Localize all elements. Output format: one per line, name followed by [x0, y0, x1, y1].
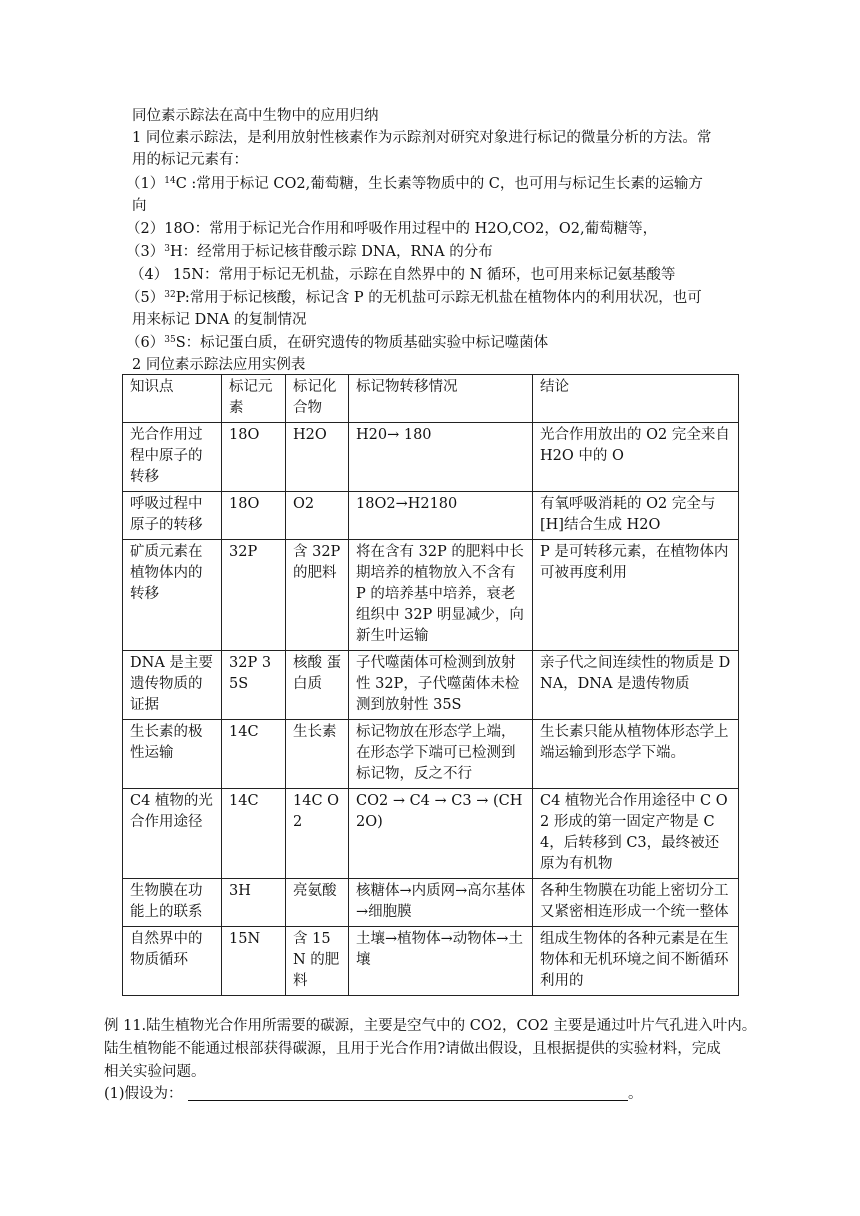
header-label-element: 标记元素 [222, 375, 286, 423]
cell-knowledge-point: 呼吸过程中原子的转移 [123, 492, 222, 540]
question-1-end: 。 [628, 1086, 643, 1102]
isotope-applications-table [122, 374, 739, 996]
header-label-compound: 标记化合物 [286, 375, 349, 423]
header-knowledge-point: 知识点 [123, 375, 222, 423]
table-row [123, 423, 739, 492]
table-header-row [123, 375, 739, 423]
item-c14-continued: 向 [132, 198, 147, 214]
cell-label-element: 18O [222, 492, 286, 540]
cell-label-element: 32P [222, 540, 286, 651]
item-p32 [126, 288, 702, 308]
item-number: （3） [126, 244, 165, 260]
cell-label-element: 3H [222, 879, 286, 927]
cell-label-element: 32P 35S [222, 651, 286, 720]
cell-label-element: 14C [222, 789, 286, 879]
table-row [123, 789, 739, 879]
cell-label-compound: 含 15N 的肥料 [286, 927, 349, 996]
cell-transfer: 标记物放在形态学上端，在形态学下端可已检测到标记物，反之不行 [349, 720, 533, 789]
cell-knowledge-point: 自然界中的物质循环 [123, 927, 222, 996]
item-c14 [126, 174, 703, 194]
item-n15: （4） 15N：常用于标记无机盐，示踪在自然界中的 N 循环，也可用来标记氨基酸等 [130, 267, 676, 283]
cell-transfer: 18O2→H2180 [349, 492, 533, 540]
item-h3 [126, 242, 493, 262]
cell-transfer: 核糖体→内质网→高尔基体→细胞膜 [349, 879, 533, 927]
cell-knowledge-point: 矿质元素在植物体内的转移 [123, 540, 222, 651]
cell-conclusion: P 是可转移元素，在植物体内可被再度利用 [533, 540, 739, 651]
table-row [123, 879, 739, 927]
cell-label-element: 14C [222, 720, 286, 789]
cell-transfer: 将在含有 32P 的肥料中长期培养的植物放入不含有 P 的培养基中培养，衰老组织中 32P 明显减少，向新生叶运输 [349, 540, 533, 651]
cell-label-compound: 亮氨酸 [286, 879, 349, 927]
cell-conclusion: 生长素只能从植物体形态学上端运输到形态学下端。 [533, 720, 739, 789]
cell-knowledge-point: 生物膜在功能上的联系 [123, 879, 222, 927]
table-row [123, 927, 739, 996]
example-line-3: 相关实验问题。 [104, 1064, 206, 1080]
cell-transfer: 土壤→植物体→动物体→土壤 [349, 927, 533, 996]
document-title: 同位素示踪法在高中生物中的应用归纳 [132, 108, 379, 124]
header-conclusion: 结论 [533, 375, 739, 423]
cell-label-compound: H2O [286, 423, 349, 492]
example-line-1: 例 11.陆生植物光合作用所需要的碳源，主要是空气中的 CO2，CO2 主要是通过叶片气孔进入叶内。 [104, 1018, 757, 1034]
item-s35 [126, 333, 548, 353]
cell-conclusion: C4 植物光合作用途径中 C O2 形成的第一固定产物是 C4，后转移到 C3，最终被还原为有机物 [533, 789, 739, 879]
table-row [123, 492, 739, 540]
table-row [123, 540, 739, 651]
cell-label-element: 18O [222, 423, 286, 492]
cell-transfer: H20→ 180 [349, 423, 533, 492]
cell-conclusion: 光合作用放出的 O2 完全来自 H2O 中的 O [533, 423, 739, 492]
item-number: （6） [126, 335, 165, 351]
cell-transfer: CO2 → C4 → C3 → (CH2O) [349, 789, 533, 879]
item-text: C :常用于标记 CO2,葡萄糖，生长素等物质中的 C，也可用与标记生长素的运输方 [175, 176, 703, 192]
cell-conclusion: 亲子代之间连续性的物质是 DNA，DNA 是遗传物质 [533, 651, 739, 720]
isotope-mass: 14 [164, 176, 176, 186]
isotope-mass: 35 [164, 335, 176, 345]
table-row [123, 651, 739, 720]
cell-conclusion: 组成生物体的各种元素是在生物体和无机环境之间不断循环利用的 [533, 927, 739, 996]
isotope-mass: 32 [164, 290, 176, 300]
cell-knowledge-point: DNA 是主要遗传物质的证据 [123, 651, 222, 720]
cell-label-compound: 含 32P 的肥料 [286, 540, 349, 651]
item-text: H：经常用于标记核苷酸示踪 DNA，RNA 的分布 [169, 244, 493, 260]
item-number: （5） [126, 290, 165, 306]
intro-line-2: 用的标记元素有： [132, 152, 248, 168]
cell-conclusion: 有氧呼吸消耗的 O2 完全与[H]结合生成 H2O [533, 492, 739, 540]
cell-label-compound: 生长素 [286, 720, 349, 789]
cell-label-compound: 核酸 蛋白质 [286, 651, 349, 720]
intro-line-1: 1 同位素示踪法，是利用放射性核素作为示踪剂对研究对象进行标记的微量分析的方法。常 [132, 130, 712, 146]
item-text: S：标记蛋白质，在研究遗传的物质基础实验中标记噬菌体 [175, 335, 549, 351]
table-row [123, 720, 739, 789]
example-line-2: 陆生植物能不能通过根部获得碳源，且用于光合作用?请做出假设，且根据提供的实验材料，完成 [104, 1041, 721, 1057]
item-number: （1） [126, 176, 165, 192]
item-p32-continued: 用来标记 DNA 的复制情况 [132, 312, 307, 328]
item-text: P:常用于标记核酸，标记含 P 的无机盐可示踪无机盐在植物体内的利用状况，也可 [175, 290, 702, 306]
cell-transfer: 子代噬菌体可检测到放射性 32P，子代噬菌体未检测到放射性 35S [349, 651, 533, 720]
answer-blank[interactable] [188, 1100, 628, 1101]
cell-conclusion: 各种生物膜在功能上密切分工又紧密相连形成一个统一整体 [533, 879, 739, 927]
isotope-mass: 3 [164, 244, 170, 254]
cell-label-compound: 14C O2 [286, 789, 349, 879]
header-transfer: 标记物转移情况 [349, 375, 533, 423]
question-1-label: (1)假设为： [104, 1086, 183, 1102]
cell-knowledge-point: 光合作用过程中原子的转移 [123, 423, 222, 492]
cell-label-compound: O2 [286, 492, 349, 540]
table-title: 2 同位素示踪法应用实例表 [132, 357, 306, 373]
item-o18: （2）18O：常用于标记光合作用和呼吸作用过程中的 H2O,CO2，O2,葡萄糖等， [126, 221, 658, 237]
cell-knowledge-point: 生长素的极性运输 [123, 720, 222, 789]
cell-knowledge-point: C4 植物的光合作用途径 [123, 789, 222, 879]
cell-label-element: 15N [222, 927, 286, 996]
